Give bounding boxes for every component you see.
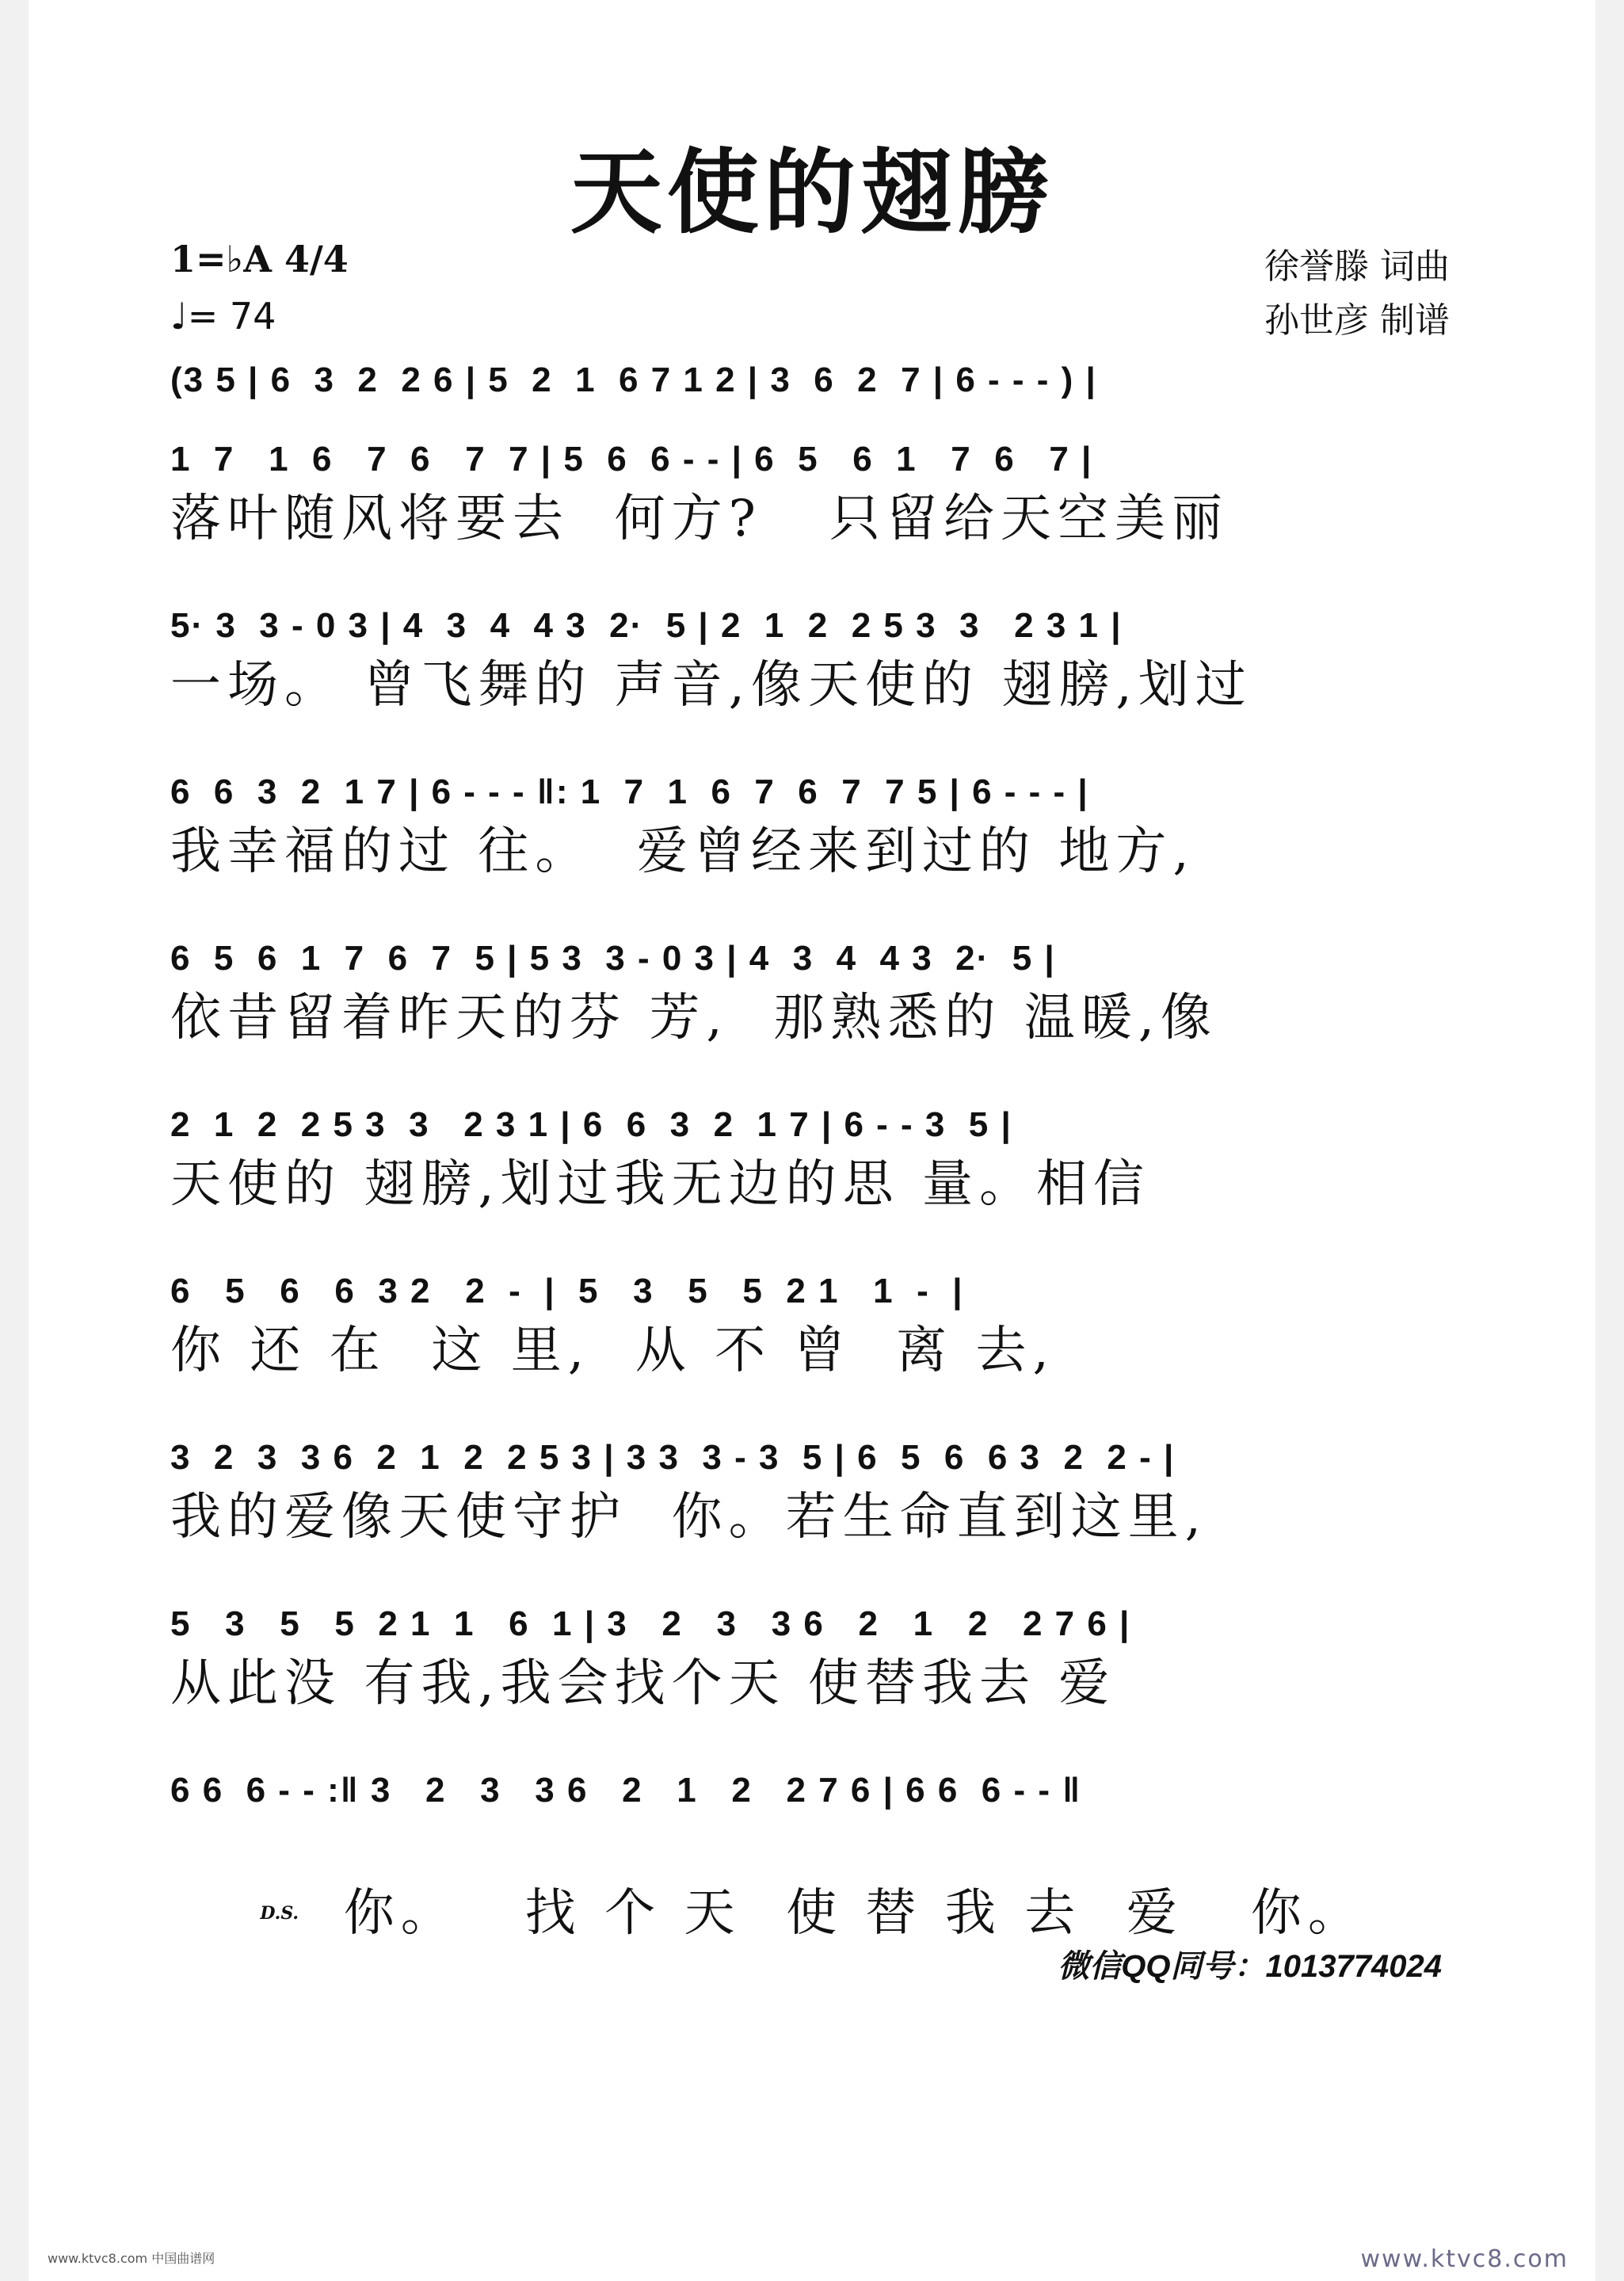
score-row: [170, 1097, 1454, 1216]
score-row: [170, 1763, 1454, 1943]
tempo-marking: ♩= 74: [170, 295, 276, 338]
score-row: [170, 598, 1454, 717]
lyric-line: 我的爱像天使守护 你。若生命直到这里,: [170, 1488, 1208, 1547]
jianpu-notes: 5· 3 3 - 0 3 | 4 3 4 4 3 2· 5 | 2 1 2 2 5 3 3 2 3 1 |: [170, 606, 1123, 645]
lyric-line: [170, 1818, 1454, 1943]
jianpu-notes: 2 1 2 2 5 3 3 2 3 1 | 6 6 3 2 1 7 | 6 - - 3 5 |: [170, 1105, 1012, 1144]
jianpu-notes: 3 2 3 3 6 2 1 2 2 5 3 | 3 3 3 - 3 5 | 6 5 6 6 3 2 2 - |: [170, 1438, 1176, 1477]
lyric-line: 从此没 有我,我会找个天 使替我去 爱: [170, 1654, 1116, 1713]
right-watermark-strip: [1595, 0, 1624, 2281]
ds-mark: D.S.: [260, 1903, 299, 1924]
lyric-line: 你 还 在 这 里, 从 不 曾 离 去,: [170, 1322, 1055, 1380]
lyric-line: 依昔留着昨天的芬 芳, 那熟悉的 温暖,像: [170, 989, 1218, 1047]
footer-site-text: www.ktvc8.com 中国曲谱网: [48, 2251, 215, 2266]
key-signature: 1=♭A 4/4: [170, 238, 349, 280]
left-watermark-strip: [0, 0, 29, 2281]
jianpu-notes: 5 3 5 5 2 1 1 6 1 | 3 2 3 3 6 2 1 2 2 7 6 |: [170, 1604, 1131, 1643]
score-row-intro: [170, 353, 1454, 408]
jianpu-notes: 6 5 6 6 3 2 2 - | 5 3 5 5 2 1 1 - |: [170, 1272, 964, 1310]
footer-watermark: www.ktvc8.com: [1360, 2245, 1569, 2273]
lyric-text: 你。 找 个 天 使 替 我 去 爱 你。: [299, 1884, 1365, 1943]
score-row: [170, 1264, 1454, 1383]
score-row: [170, 432, 1454, 551]
score-row: [170, 1596, 1454, 1715]
wechat-contact: 微信QQ同号：1013774024: [1058, 1949, 1442, 1984]
jianpu-notes: 1 7 1 6 7 6 7 7 | 5 6 6 - - | 6 5 6 1 7 6 7 |: [170, 440, 1093, 479]
lyric-line: 一场。 曾飞舞的 声音,像天使的 翅膀,划过: [170, 656, 1252, 715]
transcriber-credit: 孙世彦 制谱: [1264, 300, 1450, 341]
score-row: [170, 931, 1454, 1050]
jianpu-notes: 6 5 6 1 7 6 7 5 | 5 3 3 - 0 3 | 4 3 4 4 3 2· 5 |: [170, 939, 1056, 978]
lyric-line: 天使的 翅膀,划过我无边的思 量。相信: [170, 1155, 1151, 1214]
song-title: 天使的翅膀: [570, 139, 1054, 246]
jianpu-notes: 6 6 3 2 1 7 | 6 - - - ‖: 1 7 1 6 7 6 7 7 5 | 6 - - - |: [170, 772, 1089, 811]
lyrics-music-credit: 徐誉滕 词曲: [1264, 246, 1450, 287]
lyric-line: 落叶随风将要去 何方? 只留给天空美丽: [170, 490, 1229, 548]
lyric-line: 我幸福的过 往。 爱曾经来到过的 地方,: [170, 822, 1195, 881]
score-row: [170, 1430, 1454, 1549]
jianpu-notes: (3 5 | 6 3 2 2 6 | 5 2 1 6 7 1 2 | 3 6 2 7 | 6 - - - ) |: [170, 360, 1097, 399]
jianpu-notes: 6 6 6 - - :‖ 3 2 3 3 6 2 1 2 2 7 6 | 6 6 6 - - ‖: [170, 1771, 1082, 1810]
score-row: [170, 765, 1454, 883]
